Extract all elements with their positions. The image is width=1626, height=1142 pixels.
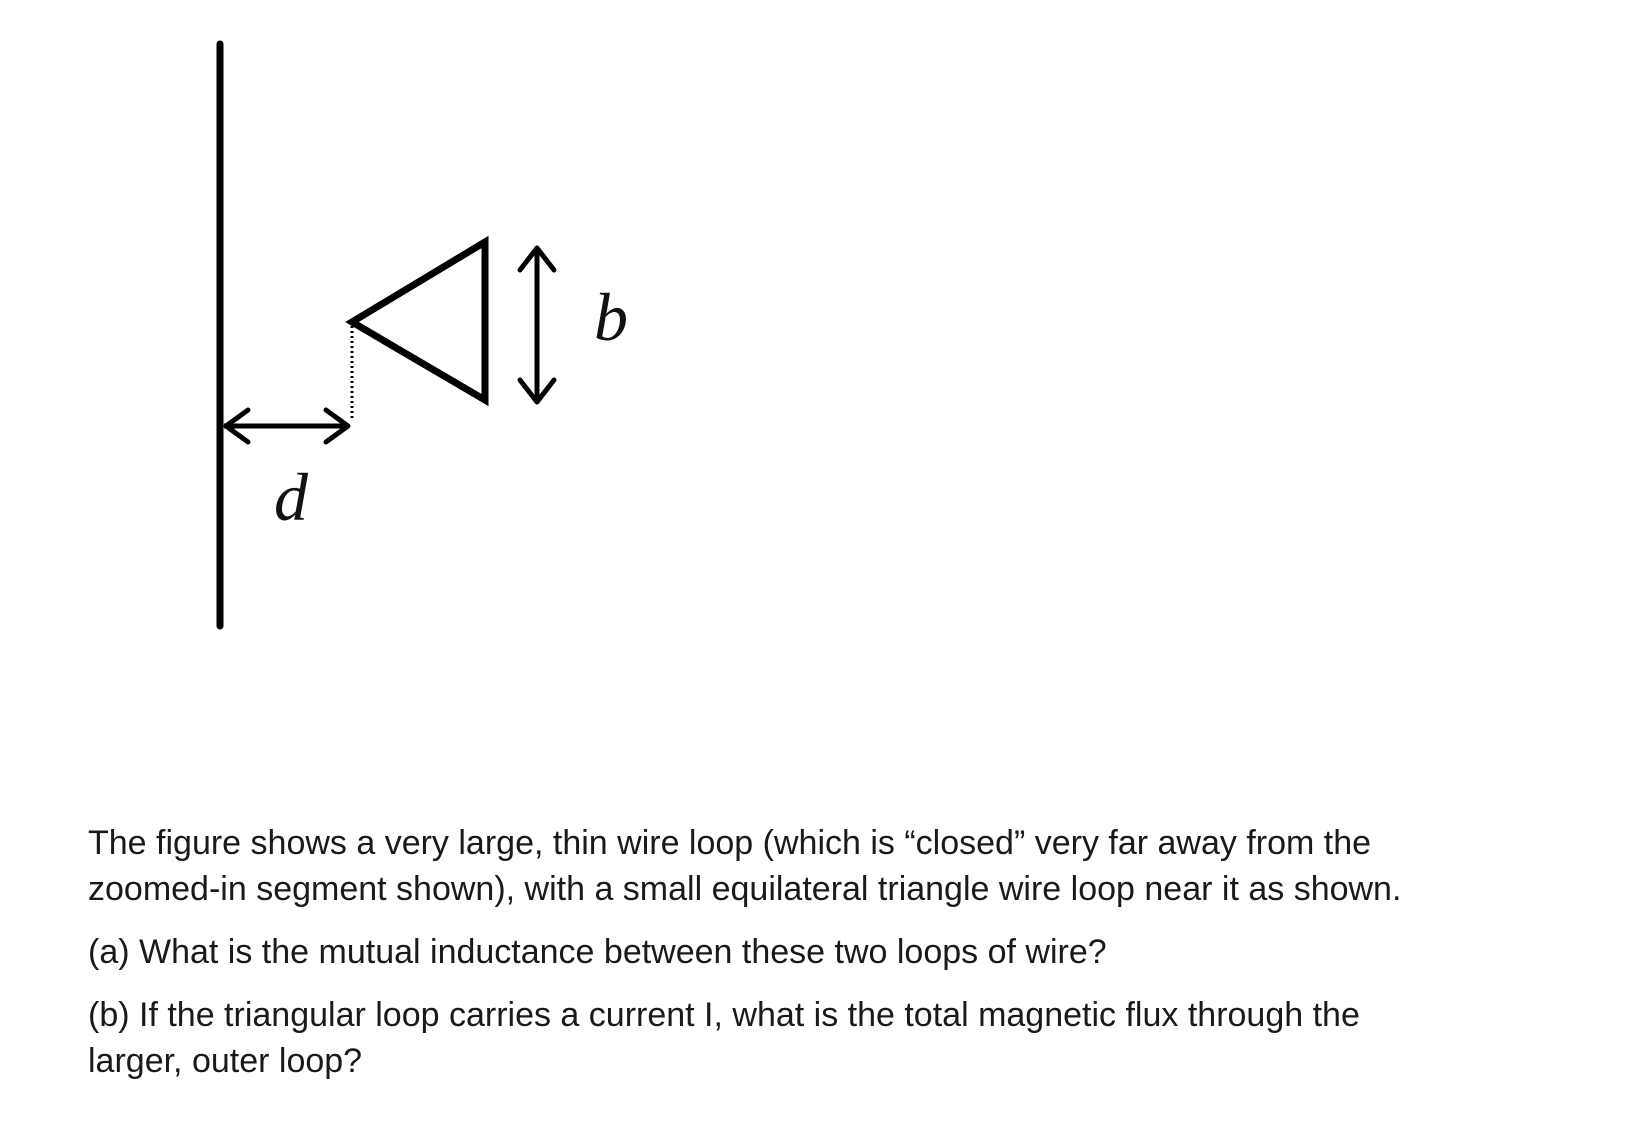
triangle-loop — [352, 242, 485, 400]
question-part-b: (b) If the triangular loop carries a current I, what is the total magnetic flux through the larger, outer loop? — [88, 996, 1360, 1080]
label-d: d — [274, 459, 308, 535]
question-part-a: (a) What is the mutual inductance between these two loops of wire? — [88, 933, 1107, 971]
problem-intro: The figure shows a very large, thin wire loop (which is “closed” very far away from the zoomed-in segment shown), with a small equilateral triangle wire loop near it as shown. — [88, 824, 1402, 908]
d-dimension-arrow — [224, 410, 348, 442]
problem-statement — [88, 820, 1448, 1101]
label-b: b — [594, 279, 628, 355]
b-dimension-arrow — [520, 248, 554, 402]
